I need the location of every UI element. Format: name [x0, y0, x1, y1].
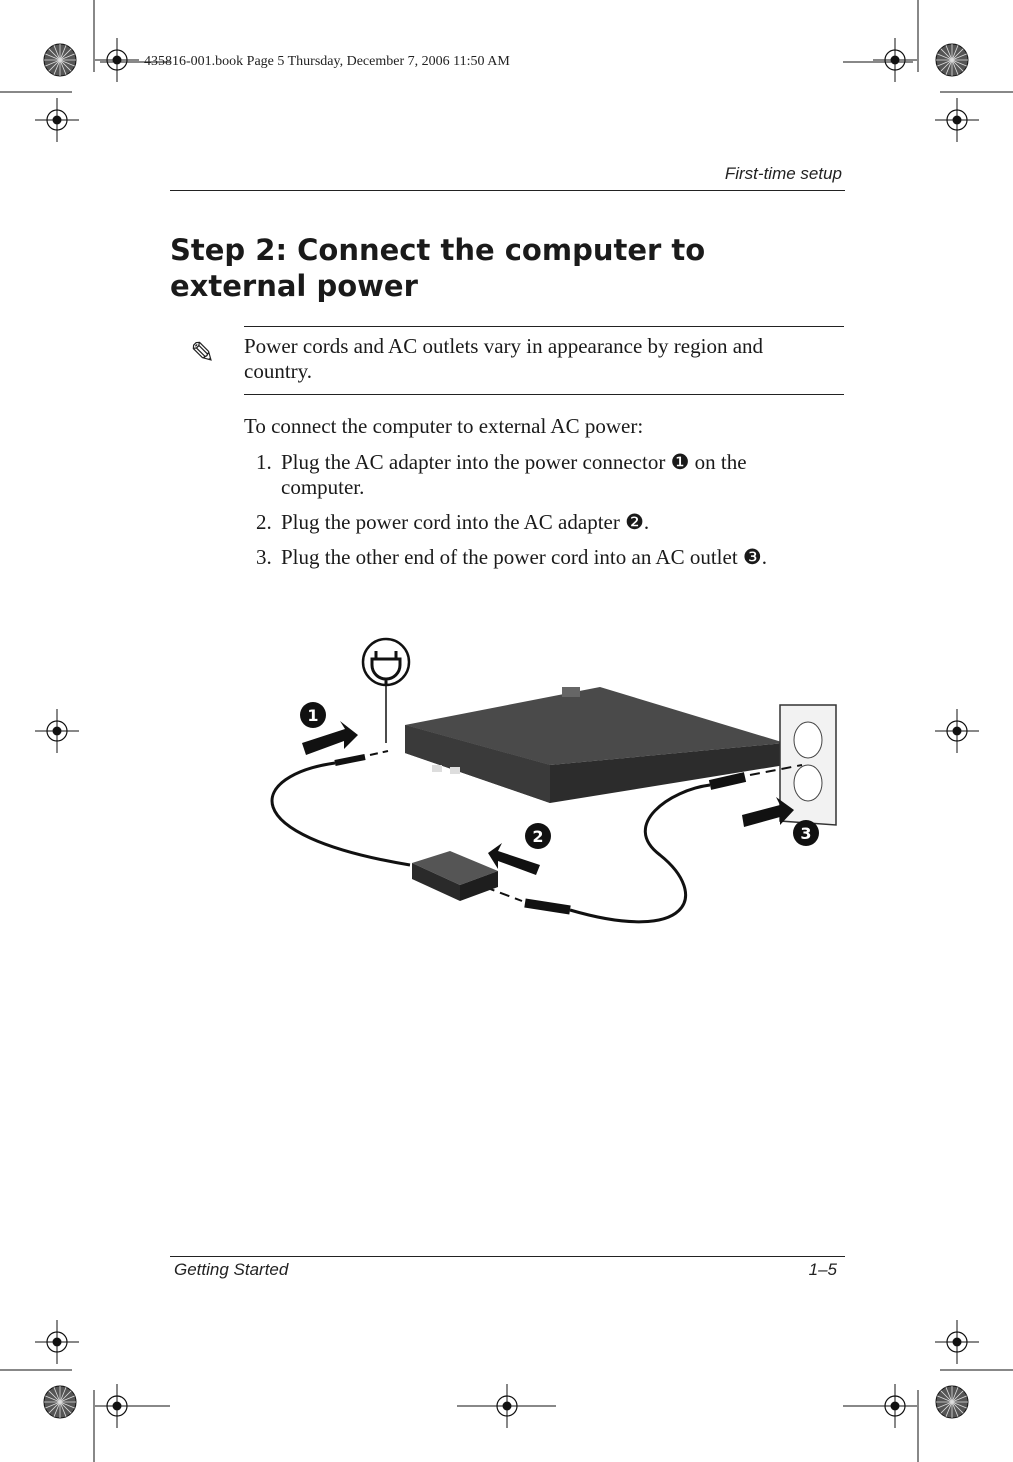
callout-2: [525, 823, 551, 849]
note-rule-top: [244, 326, 844, 327]
list-item: [244, 510, 824, 535]
intro-text: To connect the computer to external AC power:: [244, 414, 644, 438]
step-text: Plug the AC adapter into the power connector ❶ on the computer.: [281, 450, 747, 499]
svg-text:1: 1: [307, 706, 319, 725]
note-text: Power cords and AC outlets vary in appearance by region and country.: [244, 334, 764, 383]
section-title: Step 2: Connect the computer to external power: [170, 233, 706, 303]
callout-3: [793, 820, 819, 846]
note-rule-bottom: [244, 394, 844, 395]
svg-text:2: 2: [532, 827, 544, 846]
step-number: 2.: [256, 510, 272, 534]
header-rule: [170, 190, 845, 191]
print-slug: 435816-001.book Page 5 Thursday, December 7, 2006 11:50 AM: [144, 54, 510, 69]
list-item: [244, 450, 824, 500]
callout-1: [300, 702, 326, 728]
page-number: 1–5: [808, 1260, 837, 1279]
steps-list: [244, 450, 824, 580]
step-text: Plug the power cord into the AC adapter ❷.: [281, 510, 650, 534]
power-plug-icon: [363, 639, 409, 743]
footer-rule: [170, 1256, 845, 1257]
step-number: 3.: [256, 545, 272, 569]
step-text: Plug the other end of the power cord into an AC outlet ❸.: [281, 545, 767, 569]
svg-text:3: 3: [800, 824, 812, 843]
running-header: First-time setup: [724, 164, 842, 183]
step-number: 1.: [256, 450, 272, 474]
pencil-note-icon: ✎: [190, 336, 216, 371]
footer-book-title: Getting Started: [174, 1260, 289, 1279]
list-item: [244, 545, 824, 570]
power-connection-illustration: [240, 625, 840, 935]
ac-adapter-image: [412, 851, 498, 901]
